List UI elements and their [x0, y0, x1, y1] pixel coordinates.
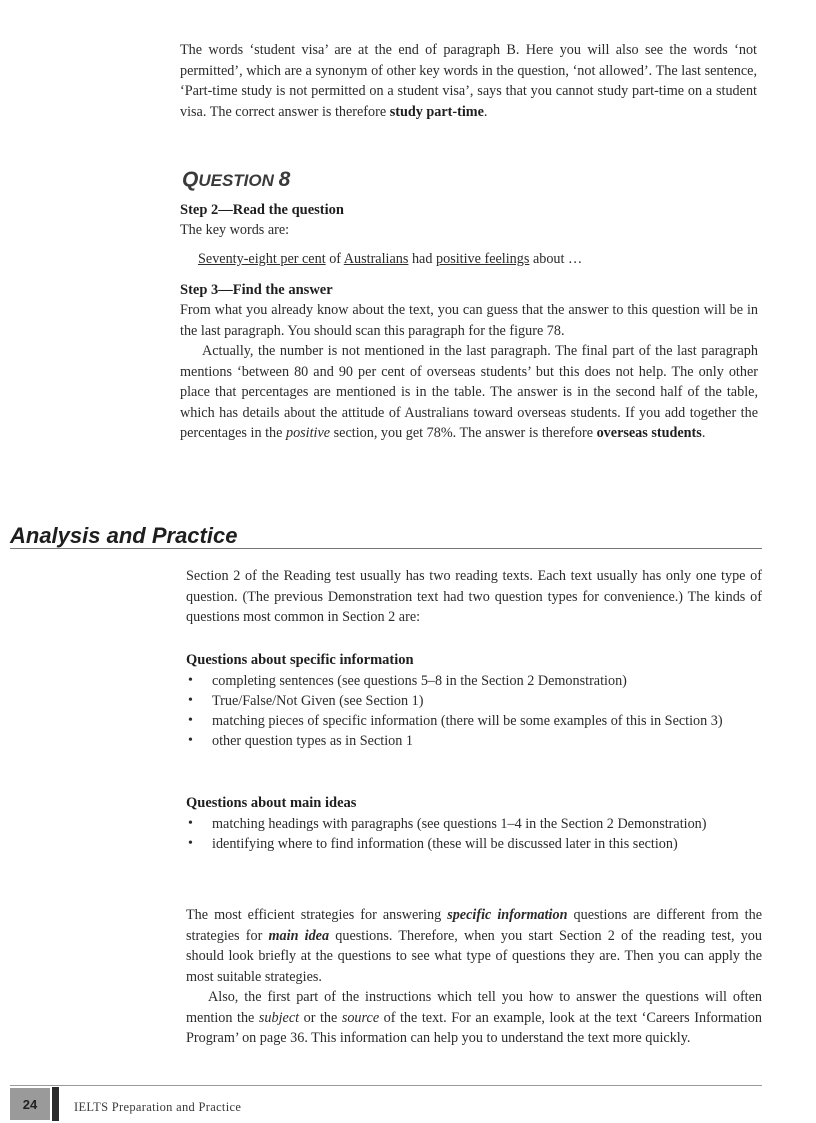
keywords-line: Seventy-eight per cent of Australians had positive feelings about … — [198, 251, 583, 267]
intro-answer: study part-time — [389, 103, 484, 120]
main-ideas-heading: Questions about main ideas — [186, 795, 357, 811]
footer-rule — [10, 1085, 762, 1086]
step-3-paragraph-2: Actually, the number is not mentioned in the last paragraph. The final part of the last paragraph mentions ‘between 80 and 90 per cent of overseas students’ but this does not help. The only other place that percentages are mentioned is in the table. The answer is in the second half of the table, which has details about the attitude of Australians toward overseas students. If you add together the percentages in the positive section, you get 78%. The answer is therefore overseas students. — [180, 343, 758, 441]
intro-text: The words ‘student visa’ are at the end of paragraph B. Here you will also see the words ‘not permitted’, which are a synonym of other key words in the question, ‘not allowed’. The last sentence, ‘Part-time study is not permitted on a student visa’, says that you cannot study part-time on a student visa. The correct answer is therefore — [180, 42, 757, 120]
section-title-rule — [10, 548, 762, 549]
step-3-paragraph-1: From what you already know about the text, you can guess that the answer to this question will be in the last paragraph. You should scan this paragraph for the figure 78. — [180, 302, 758, 339]
keyword-2: Australians — [343, 251, 409, 267]
intro-end: . — [483, 103, 488, 120]
step-2 — [180, 200, 757, 241]
list-item: • matching pieces of specific information (there will be some examples of this in Section 3) — [186, 711, 762, 731]
book-title: IELTS Preparation and Practice — [74, 1100, 242, 1114]
main-ideas-section — [186, 793, 762, 854]
list-item: • True/False/Not Given (see Section 1) — [186, 691, 762, 711]
step-3 — [180, 280, 758, 444]
list-item: • identifying where to find information (these will be discussed later in this section) — [186, 834, 762, 854]
intro-paragraph — [180, 40, 757, 122]
specific-information-list — [186, 671, 762, 751]
list-item: • completing sentences (see questions 5–8 in the Section 2 Demonstration) — [186, 671, 762, 691]
footer-bar — [52, 1087, 59, 1121]
strategies-text — [186, 905, 762, 1049]
step-2-intro: The key words are: — [180, 222, 290, 238]
main-ideas-list — [186, 814, 762, 854]
keyword-3: positive feelings — [436, 251, 530, 267]
specific-information-section — [186, 650, 762, 751]
specific-information-heading: Questions about specific information — [186, 652, 414, 668]
step-3-title: Step 3—Find the answer — [180, 282, 333, 298]
list-item: • matching headings with paragraphs (see questions 1–4 in the Section 2 Demonstration) — [186, 814, 762, 834]
question-8-heading: QUESTION 8 — [182, 168, 291, 191]
step-2-title: Step 2—Read the question — [180, 202, 344, 218]
strategies-paragraph-2: Also, the first part of the instructions which tell you how to answer the questions will often mention the subject or the source of the text. For an example, look at the text ‘Careers Information Program’ on page 36. This information can help you to understand the text more quickly. — [186, 989, 762, 1046]
section-title: Analysis and Practice — [10, 523, 238, 548]
page-number: 24 — [10, 1088, 50, 1120]
list-item: • other question types as in Section 1 — [186, 731, 762, 751]
keyword-1: Seventy-eight per cent — [198, 251, 326, 267]
analysis-intro: Section 2 of the Reading test usually has two reading texts. Each text usually has only one type of question. (The previous Demonstration text had two question types for convenience.) The kinds of questions most common in Section 2 are: — [186, 568, 762, 625]
strategies-paragraph-1: The most efficient strategies for answering specific information questions are different from the strategies for main idea questions. Therefore, when you start Section 2 of the reading test, you should look briefly at the questions to see what type of questions they are. Then you can apply the most suitable strategies. — [186, 907, 762, 985]
